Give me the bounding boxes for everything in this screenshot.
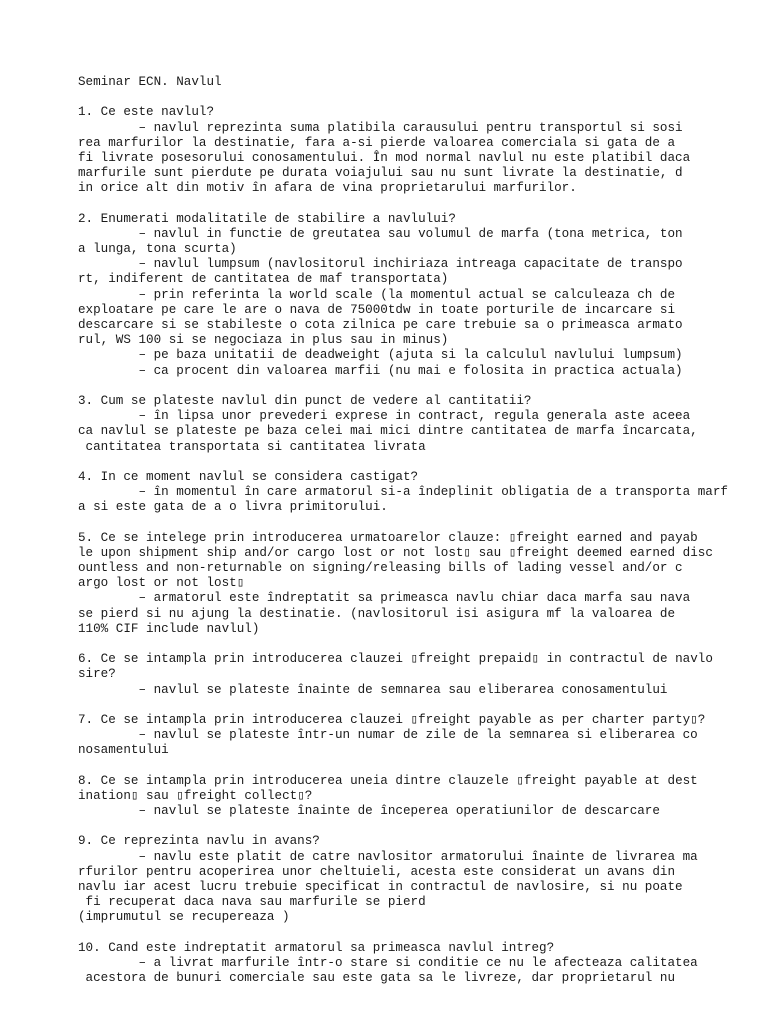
answer-line: – navlu este platit de catre navlositor armatorului înainte de livrarea ma — [78, 849, 698, 864]
spacer — [78, 926, 768, 941]
answer-line: – navlul in functie de greutatea sau volumul de marfa (tona metrica, ton — [78, 226, 683, 241]
document-title: Seminar ECN. Navlul — [78, 75, 222, 89]
answer-line: – în lipsa unor prevederi exprese in contract, regula generala aste aceea — [78, 409, 691, 424]
answer-line: a lunga, tona scurta) — [78, 242, 237, 257]
answer-line: se pierd si nu ajung la destinatie. (navlositorul isi asigura mf la valoarea de — [78, 606, 676, 621]
question-heading: 1. Ce este navlul? — [78, 105, 215, 120]
question-section — [78, 105, 768, 196]
question-heading: 6. Ce se intampla prin introducerea clauzei ▯freight prepaid▯ in contractul de navlo — [78, 652, 713, 667]
spacer — [78, 637, 768, 652]
question-heading: 2. Enumerati modalitatile de stabilire a navlului? — [78, 211, 456, 226]
answer-line: nosamentului — [78, 743, 169, 758]
answer-line: – armatorul este îndreptatit sa primeasca navlu chiar daca marfa sau nava — [78, 591, 691, 606]
answer-line: fi livrate posesorului conosamentului. În mod normal navlul nu este platibil daca — [78, 150, 691, 165]
question-heading: 5. Ce se intelege prin introducerea urmatoarelor clauze: ▯freight earned and payab — [78, 530, 698, 545]
answer-line: – în momentul în care armatorul si-a îndeplinit obligatia de a transporta marf — [78, 485, 728, 500]
answer-line: ination▯ sau ▯freight collect▯? — [78, 788, 313, 803]
answer-line: – a livrat marfurile într-o stare si conditie ce nu le afecteaza calitatea — [78, 955, 698, 970]
answer-line: cantitatea transportata si cantitatea livrata — [78, 439, 426, 454]
answer-line: (imprumutul se recupereaza ) — [78, 910, 290, 925]
answer-line: sire? — [78, 667, 116, 682]
spacer — [78, 90, 768, 105]
question-section — [78, 941, 768, 987]
answer-line: – pe baza unitatii de deadweight (ajuta si la calculul navlului lumpsum) — [78, 348, 683, 363]
answer-line: navlu iar acest lucru trebuie specificat in contractul de navlosire, si nu poate — [78, 879, 683, 894]
question-section — [78, 394, 768, 455]
spacer — [78, 819, 768, 834]
answer-line: – ca procent din valoarea marfii (nu mai e folosita in practica actuala) — [78, 363, 683, 378]
question-section — [78, 470, 768, 516]
answer-line: – navlul se plateste într-un numar de zile de la semnarea si eliberarea co — [78, 728, 698, 743]
answer-line: in orice alt din motiv în afara de vina proprietarului marfurilor. — [78, 181, 577, 196]
question-section — [78, 834, 768, 925]
answer-line: fi recuperat daca nava sau marfurile se pierd — [78, 895, 426, 910]
answer-line: le upon shipment ship and/or cargo lost or not lost▯ sau ▯freight deemed earned disc — [78, 545, 713, 560]
spacer — [78, 698, 768, 713]
answer-line: rfurilor pentru acoperirea unor cheltuieli, acesta este considerat un avans din — [78, 864, 676, 879]
question-heading: 4. In ce moment navlul se considera castigat? — [78, 469, 419, 484]
question-section — [78, 212, 768, 379]
spacer — [78, 197, 768, 212]
question-heading: 9. Ce reprezinta navlu in avans? — [78, 834, 320, 849]
answer-line: ountless and non-returnable on signing/releasing bills of lading vessel and/or c — [78, 561, 683, 575]
question-heading: 7. Ce se intampla prin introducerea clauzei ▯freight payable as per charter party▯? — [78, 712, 706, 727]
answer-line: ca navlul se plateste pe baza celei mai mici dintre cantitatea de marfa încarcata, — [78, 424, 698, 439]
answer-line: – navlul lumpsum (navlositorul inchiriaza intreaga capacitate de transpo — [78, 257, 683, 272]
answer-line: 110% CIF include navlul) — [78, 621, 260, 636]
document-body — [78, 105, 768, 986]
answer-line: rul, WS 100 si se negociaza in plus sau in minus) — [78, 333, 449, 348]
question-section — [78, 713, 768, 759]
answer-line: exploatare pe care le are o nava de 75000tdw in toate porturile de incarcare si — [78, 302, 676, 317]
question-section — [78, 652, 768, 698]
answer-line: – navlul reprezinta suma platibila carausului pentru transportul si sosi — [78, 120, 683, 135]
answer-line: – navlul se plateste înainte de începerea operatiunilor de descarcare — [78, 804, 660, 818]
answer-line: rt, indiferent de cantitatea de maf transportata) — [78, 272, 449, 287]
answer-line: acestora de bunuri comerciale sau este gata sa le livreze, dar proprietarul nu — [78, 971, 676, 986]
question-section — [78, 774, 768, 820]
answer-line: a si este gata de a o livra primitorului. — [78, 500, 388, 515]
answer-line: rea marfurilor la destinatie, fara a-si pierde valoarea comerciala si gata de a — [78, 135, 676, 150]
spacer — [78, 758, 768, 773]
question-section — [78, 531, 768, 637]
spacer — [78, 515, 768, 530]
spacer — [78, 379, 768, 394]
answer-line: – navlul se plateste înainte de semnarea sau eliberarea conosamentului — [78, 682, 668, 697]
answer-line: – prin referinta la world scale (la momentul actual se calculeaza ch de — [78, 287, 676, 302]
answer-line: argo lost or not lost▯ — [78, 576, 245, 591]
document-page — [78, 75, 768, 986]
spacer — [78, 455, 768, 470]
question-heading: 10. Cand este indreptatit armatorul sa primeasca navlul intreg? — [78, 940, 555, 955]
answer-line: marfurile sunt pierdute pe durata voiajului sau nu sunt livrate la destinatie, d — [78, 166, 683, 181]
question-heading: 8. Ce se intampla prin introducerea uneia dintre clauzele ▯freight payable at dest — [78, 773, 698, 788]
question-heading: 3. Cum se plateste navlul din punct de vedere al cantitatii? — [78, 393, 532, 408]
answer-line: descarcare si se stabileste o cota zilnica pe care trebuie sa o primeasca armato — [78, 318, 683, 332]
